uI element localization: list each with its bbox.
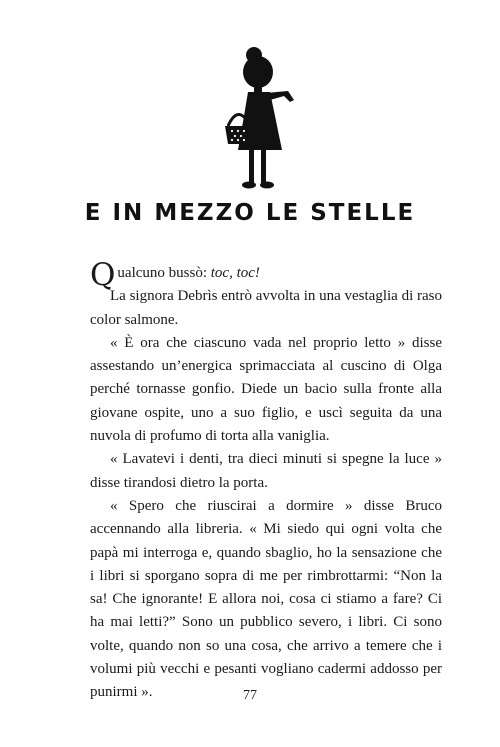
page-number: 77 (243, 688, 257, 703)
italic-text: toc, toc! (210, 265, 260, 281)
drop-cap: Q (90, 257, 116, 293)
paragraph: « Lavatevi i denti, tra dieci minuti si spegne la luce » disse tirandosi dietro la porta. (90, 451, 442, 491)
paragraph: « È ora che ciascuno vada nel proprio letto » disse assestando un’energica sprimacciata al cuscino di Olga perché tornasse gonfio. Diede un bacio sulla fronte alla giovane ospite, uno a suo figlio, e uscì seguita da una nuvola di profumo di torta alla vaniglia. (90, 334, 442, 445)
paragraph: « Spero che riuscirai a dormire » disse Bruco accennando alla libreria. « Mi siedo qui ogni volta che papà mi interroga e, quando sbaglio, ho la sensazione che i libri si sporgano sopra di me per rimbrottarmi: “Non la sa! Che ignorante! E allora noi, cosa ci stiamo a fare? Ci ha mai letti?” Sono un pubblico severo, i libri. Ci sono volte, quando non so una cosa, che arrivo a temere che i volumi più vecchi e pesanti vogliano cadermi addosso per punirmi ». (90, 497, 442, 701)
girl-silhouette-with-basket-icon (218, 46, 298, 194)
paragraph-text: ualcuno bussò: (117, 265, 211, 281)
body-text (90, 257, 442, 705)
chapter-title: E IN MEZZO LE STELLE (84, 200, 416, 226)
paragraph: La signora Debrìs entrò avvolta in una vestaglia di raso color salmone. (90, 288, 442, 328)
paragraph (90, 257, 442, 293)
